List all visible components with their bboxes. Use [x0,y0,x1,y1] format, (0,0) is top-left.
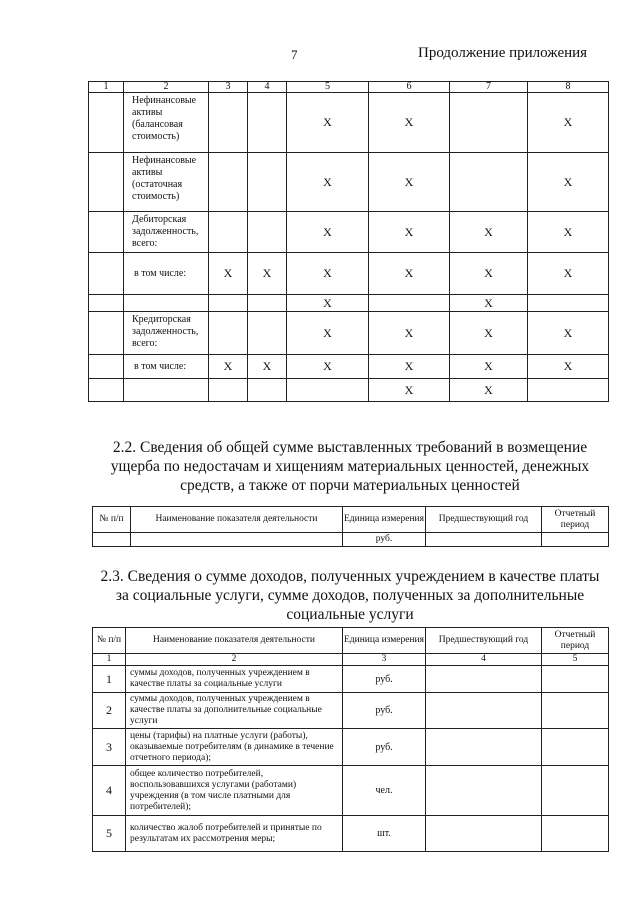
table-row [89,93,609,153]
table-cell [248,379,287,402]
table-cell: X [369,212,450,253]
table-cell: X [528,93,609,153]
table-cell: X [287,253,369,295]
table-header-row [93,654,609,666]
damages-table [92,506,609,547]
row-description: суммы доходов, полученных учреждением в качестве платы за социальные услуги [126,666,343,693]
row-label [124,379,209,402]
header-previous-year: Предшествующий год [426,507,542,533]
row-label: Нефинансовые активы (остаточная стоимость) [124,153,209,212]
row-label: Кредиторская задолженность, всего: [124,312,209,355]
table-row [93,766,609,816]
table-cell [93,533,131,547]
row-description: суммы доходов, полученных учреждением в качестве платы за дополнительные социальные услуги [126,693,343,729]
row-label: Нефинансовые активы (балансовая стоимость) [124,93,209,153]
header-reporting-period: Отчетный период [542,507,609,533]
table-cell [426,693,542,729]
table-cell [131,533,343,547]
table-cell [248,212,287,253]
table-cell: X [209,355,248,379]
table-cell [426,816,542,852]
table-cell [542,816,609,852]
header-reporting-period: Отчетный период [542,628,609,654]
table-cell: X [528,312,609,355]
table-cell: X [369,379,450,402]
row-label: Дебиторская задолженность, всего: [124,212,209,253]
table-row [89,355,609,379]
column-number: 5 [542,654,609,666]
table-cell [248,93,287,153]
table-cell: X [528,212,609,253]
table-cell [209,295,248,312]
table-cell: X [528,355,609,379]
table-cell: X [450,295,528,312]
column-number: 1 [89,82,124,93]
table-header-row [93,507,609,533]
table-cell [369,295,450,312]
header-previous-year: Предшествующий год [426,628,542,654]
header-name: Наименование показателя деятельности [126,628,343,654]
row-unit: чел. [343,766,426,816]
table-cell: X [369,93,450,153]
table-cell [209,93,248,153]
table-cell [528,379,609,402]
assets-table [88,81,609,402]
table-row [93,729,609,766]
table-cell [209,212,248,253]
table-row [89,379,609,402]
header-number: № п/п [93,507,131,533]
column-number: 8 [528,82,609,93]
table-cell: X [287,212,369,253]
table-cell [426,729,542,766]
table-row [89,153,609,212]
table-cell: руб. [343,533,426,547]
column-number: 1 [93,654,126,666]
header-name: Наименование показателя деятельности [131,507,343,533]
table-cell: X [369,153,450,212]
table-cell: X [369,253,450,295]
column-number: 4 [248,82,287,93]
row-label [124,295,209,312]
row-number: 1 [93,666,126,693]
table-cell [209,379,248,402]
table-cell: X [248,355,287,379]
row-unit: руб. [343,693,426,729]
table-row [93,816,609,852]
table-cell: X [450,212,528,253]
header-number: № п/п [93,628,126,654]
table-cell: X [369,355,450,379]
column-number: 3 [343,654,426,666]
section-2-3-title: 2.3. Сведения о сумме доходов, полученных учреждением в качестве платы за социальные услуги, сумме доходов, полученных за дополнительные социальные услуги [100,568,600,623]
table-row [89,312,609,355]
table-row [93,666,609,693]
header-unit: Единица измерения [343,628,426,654]
table-cell [450,93,528,153]
row-unit: руб. [343,729,426,766]
table-cell: X [369,312,450,355]
column-number: 7 [450,82,528,93]
table-cell: X [450,379,528,402]
table-cell [542,693,609,729]
table-row [93,533,609,547]
row-number: 3 [93,729,126,766]
table-cell: X [287,93,369,153]
table-cell [426,766,542,816]
table-row [89,212,609,253]
table-cell [542,729,609,766]
column-number: 5 [287,82,369,93]
table-cell [209,153,248,212]
table-cell [209,312,248,355]
table-cell [450,153,528,212]
table-cell [542,766,609,816]
table-cell: X [287,355,369,379]
table-cell: X [450,253,528,295]
table-row [89,253,609,295]
table-cell [248,312,287,355]
table-cell: X [287,312,369,355]
table-cell: X [209,253,248,295]
row-number: 2 [93,693,126,729]
table-cell: X [450,355,528,379]
table-cell [248,153,287,212]
column-number: 2 [124,82,209,93]
column-number: 4 [426,654,542,666]
row-unit: руб. [343,666,426,693]
row-description: общее количество потребителей, воспользовавшихся услугами (работами) учреждения (в том числе платными для потребителей); [126,766,343,816]
table-cell [542,533,609,547]
table-header-row [93,628,609,654]
table-cell: X [528,253,609,295]
section-2-2-title: 2.2. Сведения об общей сумме выставленных требований в возмещение ущерба по недостачам и хищениям материальных ценностей, денежных средств, а также от порчи материальных ценностей [110,439,590,494]
row-unit: шт. [343,816,426,852]
table-cell [248,295,287,312]
table-cell [426,666,542,693]
row-label: в том числе: [124,355,209,379]
table-cell: X [287,295,369,312]
header-unit: Единица измерения [343,507,426,533]
income-table [92,627,609,852]
table-header-row [89,82,609,93]
table-cell [287,379,369,402]
table-cell: X [287,153,369,212]
table-cell: X [528,153,609,212]
row-description: цены (тарифы) на платные услуги (работы), оказываемые потребителям (в динамике в течение отчетного периода); [126,729,343,766]
row-label: в том числе: [124,253,209,295]
table-cell: X [248,253,287,295]
table-cell [426,533,542,547]
table-row [93,693,609,729]
row-number: 5 [93,816,126,852]
table-cell [542,666,609,693]
column-number: 6 [369,82,450,93]
table-cell [528,295,609,312]
column-number: 3 [209,82,248,93]
continuation-label: Продолжение приложения [418,45,588,61]
page-number: 7 [291,47,298,62]
table-row [89,295,609,312]
table-cell: X [450,312,528,355]
column-number: 2 [126,654,343,666]
row-number: 4 [93,766,126,816]
row-description: количество жалоб потребителей и принятые по результатам их рассмотрения меры; [126,816,343,852]
